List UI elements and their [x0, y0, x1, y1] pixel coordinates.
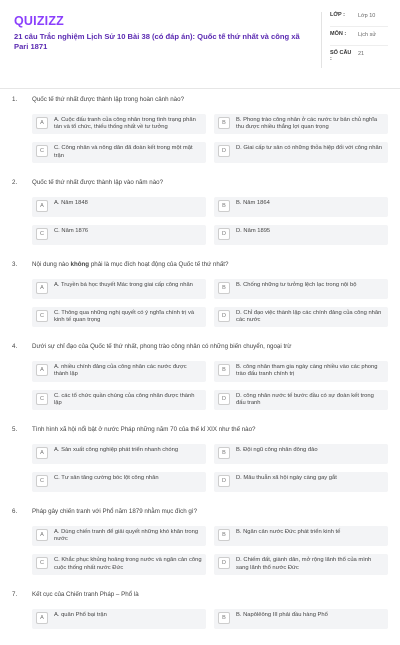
worksheet-title: 21 câu Trắc nghiệm Lịch Sử 10 Bài 38 (có đáp án): Quốc tế thứ nhất và công xã Pari 1871 [14, 32, 300, 51]
option-letter-box: D [218, 228, 230, 240]
option-text: A. nhiều chính đảng của công nhân các nước được thành lập [54, 364, 187, 378]
option-grid [12, 114, 388, 163]
meta-divider [330, 26, 388, 27]
option-d[interactable] [214, 225, 388, 245]
option-text: A. quân Phổ bại trận [54, 611, 107, 618]
option-text: A. Sản xuất công nghiệp phát triển nhanh chóng [54, 447, 179, 454]
option-text: C. Khắc phục khủng hoảng trong nước và ngăn cản công cuộc thống nhất nước Đức [54, 557, 202, 571]
option-text: D. công nhân nước tế bước đầu có sự đoàn kết trong đấu tranh [236, 392, 374, 406]
quizizz-logo[interactable]: QUIZIZZ [14, 14, 65, 28]
question-text [32, 343, 291, 351]
option-text: B. Ngăn cản nước Đức phát triển kinh tế [236, 529, 341, 536]
option-letter-box: C [36, 393, 48, 405]
option-grid [12, 279, 388, 327]
option-letter-box: D [218, 475, 230, 487]
question-text [32, 179, 163, 187]
option-text: A. Năm 1848 [54, 199, 88, 206]
option-b[interactable] [214, 444, 388, 464]
option-letter-box: B [218, 364, 230, 376]
question-text-part: Dưới sự chỉ đạo của Quốc tế thứ nhất, phong trào công nhân có những biến chuyển, ngoại trừ [32, 343, 292, 351]
option-letter-box: B [218, 117, 230, 129]
question-text-part: Kết cục của Chiến tranh Pháp – Phổ là [32, 590, 139, 598]
option-letter-box: D [218, 557, 230, 569]
worksheet-header [0, 0, 400, 89]
question-text-part: Pháp gây chiến tranh với Phổ năm 1879 nhằm mục đích gì? [32, 508, 198, 516]
option-b[interactable] [214, 279, 388, 299]
question-header [12, 179, 388, 187]
question-text-part: Nội dung nào [32, 260, 71, 268]
option-letter-box: D [218, 310, 230, 322]
option-letter-box: C [36, 145, 48, 157]
option-d[interactable] [214, 307, 388, 327]
meta-divider [330, 45, 388, 46]
question-text-part: Quốc tế thứ nhất được thành lập vào năm nào? [32, 178, 164, 186]
option-letter-box: B [218, 282, 230, 294]
option-b[interactable] [214, 114, 388, 134]
option-letter-box: A [36, 529, 48, 541]
question-emphasis: không [70, 260, 90, 268]
question-text [32, 96, 184, 104]
question-number: 1. [12, 96, 18, 103]
option-letter-box: C [36, 310, 48, 322]
option-text: D. Giai cấp tư sản có những thỏa hiệp đối với công nhân [236, 145, 382, 152]
option-grid [12, 444, 388, 492]
question-text-part: Tình hình xã hội nổi bật ở nước Pháp những năm 70 của thế kỉ XIX như thế nào? [32, 426, 256, 434]
option-letter-box: B [218, 447, 230, 459]
meta-count-value: 21 [358, 51, 365, 57]
question-list [12, 96, 388, 645]
option-b[interactable] [214, 526, 388, 546]
question-item [12, 426, 388, 492]
option-text: D. Chỉ đạo việc thành lập các chính đảng của công nhân các nước [236, 309, 382, 324]
option-letter-box: D [218, 393, 230, 405]
option-a[interactable] [32, 197, 206, 217]
option-text: B. Napôlêông III phải đầu hàng Phổ [236, 611, 328, 618]
question-header [12, 261, 388, 269]
question-text [32, 426, 256, 434]
question-header [12, 508, 388, 516]
option-letter-box: C [36, 557, 48, 569]
option-a[interactable] [32, 361, 206, 381]
option-a[interactable] [32, 279, 206, 299]
option-letter-box: B [218, 529, 230, 541]
meta-class-label: LỚP : [330, 12, 345, 18]
question-number: 7. [12, 590, 18, 598]
option-text: C. Năm 1876 [54, 227, 89, 234]
option-b[interactable] [214, 609, 388, 629]
option-grid [12, 526, 388, 575]
option-grid [12, 361, 388, 410]
meta-class [330, 12, 388, 20]
option-d[interactable] [214, 472, 388, 492]
question-item [12, 96, 388, 163]
question-header [12, 343, 388, 351]
option-letter-box: A [36, 200, 48, 212]
option-text: D. Năm 1895 [236, 227, 271, 234]
option-letter-box: D [218, 145, 230, 157]
option-c[interactable] [32, 142, 206, 162]
question-number: 4. [12, 343, 18, 351]
option-letter-box: C [36, 475, 48, 487]
option-text: A. Truyền bá học thuyết Mác trong giai cấp công nhân [54, 281, 193, 288]
question-item [12, 343, 388, 410]
option-letter-box: B [218, 612, 230, 624]
question-text [32, 261, 228, 269]
meta-subject [330, 31, 388, 39]
option-letter-box: A [36, 364, 48, 376]
option-letter-box: A [36, 612, 48, 624]
option-text: C. Công nhân và nông dân đã đoàn kết trong một mặt trận [54, 145, 193, 159]
option-text: C. Thông qua những nghị quyết có ý nghĩa chính trị và kinh tế quan trọng [54, 309, 195, 324]
meta-count [330, 50, 388, 62]
option-text: C. Tư sản tăng cường bóc lột công nhân [54, 475, 159, 482]
option-text: D. Chiếm đất, giành dân, mở rộng lãnh thổ của mình sang lãnh thổ nước Đức [236, 557, 372, 571]
option-b[interactable] [214, 361, 388, 381]
option-d[interactable] [214, 142, 388, 162]
option-text: A. Cuộc đấu tranh của công nhân trong tình trạng phân tán và tổ chức, thiếu thống nhất về tư tưởng [54, 117, 196, 131]
option-letter-box: B [218, 200, 230, 212]
option-d[interactable] [214, 554, 388, 574]
option-text: B. Phong trào công nhân ở các nước tư bản chủ nghĩa thu được nhiều thắng lợi quan trọng [236, 117, 378, 131]
option-text: B. Đội ngũ công nhân đông đảo [236, 447, 318, 454]
option-a[interactable] [32, 526, 206, 546]
meta-class-value: Lớp 10 [358, 13, 376, 19]
option-c[interactable] [32, 225, 206, 245]
question-item [12, 179, 388, 245]
option-text: A. Dùng chiến tranh để giải quyết những khó khăn trong nước [54, 529, 199, 543]
question-text-part: Quốc tế thứ nhất được thành lập trong hoàn cảnh nào? [32, 96, 185, 103]
question-item [12, 508, 388, 575]
option-d[interactable] [214, 390, 388, 410]
option-c[interactable] [32, 307, 206, 327]
option-b[interactable] [214, 197, 388, 217]
question-number: 2. [12, 178, 18, 186]
option-a[interactable] [32, 609, 206, 629]
question-text [32, 591, 139, 599]
question-header [12, 96, 388, 104]
option-letter-box: C [36, 228, 48, 240]
question-number: 6. [12, 508, 18, 516]
option-a[interactable] [32, 444, 206, 464]
option-text: B. Chống những tư tưởng lệch lạc trong nội bộ [236, 281, 357, 288]
question-header [12, 426, 388, 434]
option-grid [12, 609, 388, 629]
option-c[interactable] [32, 472, 206, 492]
option-text: B. công nhân tham gia ngày càng nhiều vào các phong trào đấu tranh chính trị [236, 364, 378, 378]
option-a[interactable] [32, 114, 206, 134]
meta-count-label: SỐ CÂU : [330, 50, 352, 62]
option-letter-box: A [36, 447, 48, 459]
meta-subject-label: MÔN : [330, 31, 347, 37]
question-item [12, 261, 388, 327]
option-text: C. các tổ chức quần chúng của công nhân được thành lập [54, 392, 195, 406]
option-text: B. Năm 1864 [236, 199, 270, 206]
question-number: 5. [12, 426, 18, 434]
option-letter-box: A [36, 117, 48, 129]
question-text [32, 508, 197, 516]
option-grid [12, 197, 388, 245]
option-c[interactable] [32, 554, 206, 574]
option-c[interactable] [32, 390, 206, 410]
question-header [12, 591, 388, 599]
worksheet-meta [321, 12, 388, 68]
option-text: D. Mâu thuẫn xã hội ngày càng gay gắt [236, 475, 337, 482]
option-letter-box: A [36, 282, 48, 294]
question-text-part: phải là mục đích hoạt động của Quốc tế thứ nhất? [89, 260, 229, 268]
question-item [12, 591, 388, 629]
meta-subject-value: Lịch sử [358, 32, 377, 38]
question-number: 3. [12, 260, 18, 268]
